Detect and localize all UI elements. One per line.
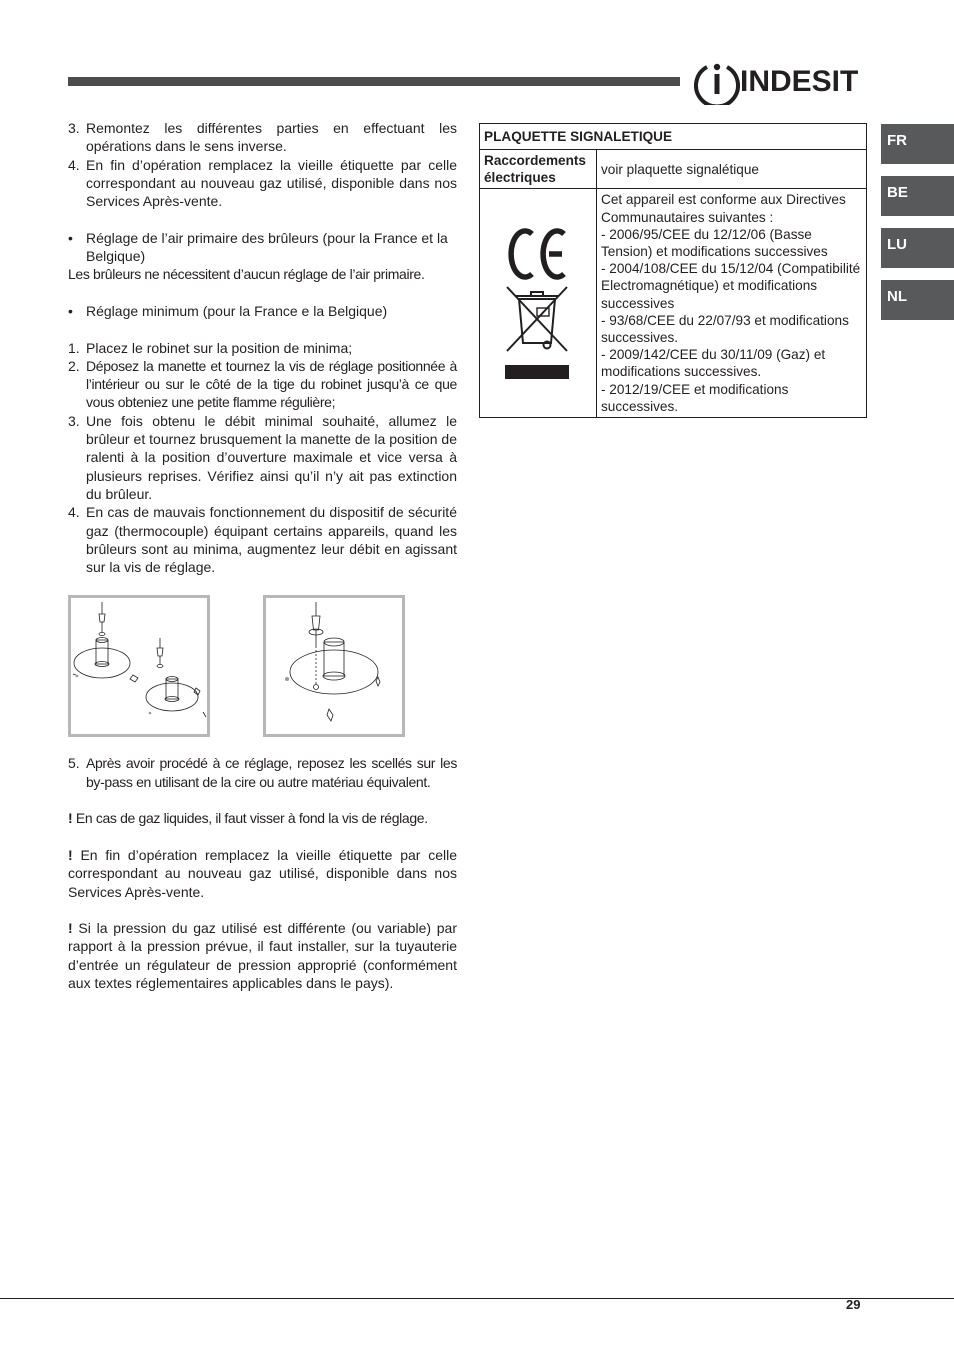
footer-divider: [0, 1298, 954, 1299]
burner-icon: [146, 677, 198, 712]
warning-body: En cas de gaz liquides, il faut visser à fond la vis de réglage.: [75, 810, 428, 827]
header-bar: [68, 77, 680, 86]
burner-icon: [290, 638, 378, 694]
burner-icon: [74, 638, 130, 679]
screwdriver-icon: [309, 602, 323, 646]
warning-icon: !: [68, 846, 73, 863]
bullet-text: Réglage minimum (pour la France e la Belgique): [86, 302, 388, 319]
list-number: 2.: [68, 357, 80, 374]
tab-fr[interactable]: FR: [881, 124, 954, 164]
list-text: Après avoir procédé à ce réglage, reposez les scellés sur les by-pass en utilisant de la cire ou autre matériau équivalent.: [86, 755, 457, 790]
warning-text: [68, 846, 457, 901]
warning-text: [68, 809, 457, 827]
tab-be[interactable]: BE: [881, 176, 954, 216]
figure-two-burners: [68, 595, 210, 737]
list-number: 4.: [68, 156, 80, 173]
ce-mark-icon: [503, 221, 573, 381]
warning-body: Si la pression du gaz utilisé est différente (ou variable) par rapport à la pression prévue, il faut installer, sur la tuyauterie d’entrée un régulateur de pression approprié (conformément aux textes réglementaires applicables dans le pays).: [68, 920, 457, 991]
page-number: 29: [846, 1297, 861, 1312]
list-text: En cas de mauvais fonctionnement du dispositif de sécurité gaz (thermocouple) équipant certains appareils, quand les brûleurs sont au minima, augmentez leur débit en agissant sur la vis de réglage.: [86, 504, 457, 576]
burner-adjustment-illustration: [266, 598, 402, 734]
list-text: Une fois obtenu le débit minimal souhaité, allumez le brûleur et tournez brusquement la manette de la position de ralenti à la position d’ouverture maximale et vice versa à plusieurs reprises. Vérifiez ainsi qu’il n’y ait pas extinction du brûleur.: [86, 412, 457, 502]
list-text: Placez le robinet sur la position de minima;: [86, 339, 353, 356]
list-number: 3.: [68, 120, 80, 136]
list-number: 3.: [68, 412, 80, 429]
tab-nl[interactable]: NL: [881, 280, 954, 320]
list-item: [68, 357, 457, 412]
list-text: En fin d’opération remplacez la vieille étiquette par celle correspondant au nouveau gaz utilisé, disponible dans nos Services Après-vente.: [86, 156, 457, 210]
electrical-connections-value: voir plaquette signalétique: [597, 150, 867, 189]
warning-icon: !: [68, 920, 73, 937]
conformity-marks: [480, 189, 597, 418]
bullet-text: Réglage de l’air primaire des brûleurs (pour la France et la Belgique): [86, 229, 448, 265]
screwdriver-icon: [99, 602, 105, 636]
compliance-line: - 2006/95/CEE du 12/12/06 (Basse Tension) et modifications successives: [601, 226, 828, 260]
primary-air-note: Les brûleurs ne nécessitent d’aucun réglage de l’air primaire.: [68, 266, 425, 283]
tab-lu[interactable]: LU: [881, 228, 954, 268]
list-text: Déposez la manette et tournez la vis de réglage positionnée à l’intérieur ou sur le côté de la tige du robinet jusqu’à ce que vous obteniez une petite flamme régulière;: [86, 357, 457, 411]
brand-name: INDESIT: [740, 65, 859, 98]
list-text: Remontez les différentes parties en effectuant les opérations dans le sens inverse.: [86, 120, 457, 155]
compliance-line: - 2009/142/CEE du 30/11/09 (Gaz) et modifications successives.: [601, 347, 826, 380]
compliance-line: - 2004/108/CEE du 15/12/04 (Compatibilité Electromagnétique) et modifications successives: [601, 261, 861, 311]
table-title: PLAQUETTE SIGNALETIQUE: [480, 124, 867, 150]
list-item: [68, 156, 457, 211]
compliance-text: [597, 189, 867, 418]
list-number: 5.: [68, 755, 80, 772]
crossed-bin-icon: [507, 287, 567, 351]
compliance-line: - 2012/19/CEE et modifications successives.: [601, 381, 789, 414]
compliance-line: - 93/68/CEE du 22/07/93 et modifications successives.: [601, 312, 849, 346]
table-row: [480, 189, 867, 418]
list-number: 1.: [68, 339, 80, 356]
warning-text: [68, 919, 457, 992]
burner-adjustment-illustration: [71, 598, 207, 734]
compliance-line: Cet appareil est conforme aux Directives Communautaires suivantes :: [601, 192, 846, 225]
figure-single-burner: [263, 595, 405, 737]
warning-body: En fin d’opération remplacez la vieille étiquette par celle correspondant au nouveau gaz utilisé, disponible dans nos Services Après-vente.: [68, 846, 458, 900]
bullet-icon: •: [68, 229, 73, 246]
bullet-item: [68, 302, 457, 320]
electrical-connections-label: Raccordements électriques: [480, 150, 597, 189]
indesit-logo-icon: [694, 59, 740, 105]
bullet-icon: •: [68, 302, 73, 319]
list-item: [68, 119, 457, 156]
warning-icon: !: [68, 810, 73, 827]
list-item: [68, 412, 457, 503]
screwdriver-icon: [157, 638, 163, 668]
table-row: [480, 150, 867, 189]
list-item: [68, 503, 457, 576]
indesit-logo: [694, 59, 870, 105]
rating-plate-table: [479, 123, 867, 418]
list-item: [68, 754, 457, 791]
list-number: 4.: [68, 504, 80, 521]
list-item: [68, 339, 457, 357]
bullet-item: [68, 229, 457, 266]
left-column: [68, 119, 457, 992]
